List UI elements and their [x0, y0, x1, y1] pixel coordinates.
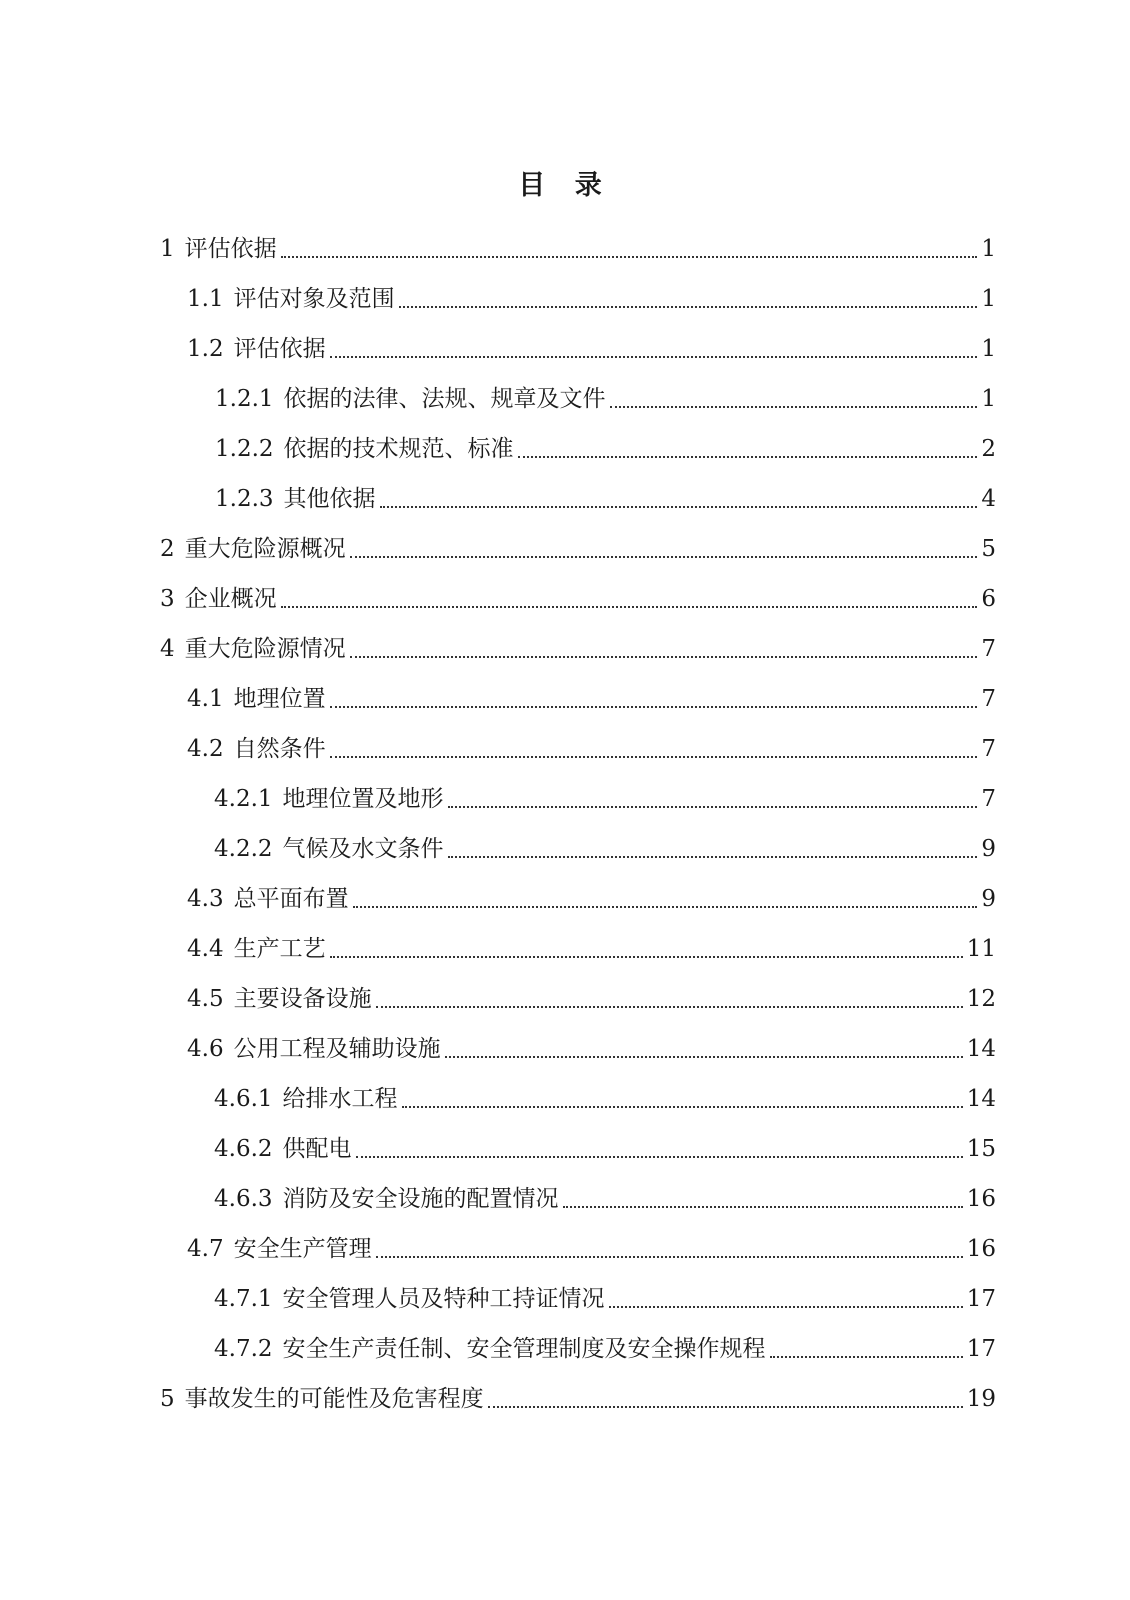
- dot-leader: [380, 505, 978, 508]
- toc-entry[interactable]: [160, 572, 996, 622]
- entry-number: 4.6.3: [214, 1186, 273, 1212]
- entry-page-number: 7: [981, 786, 996, 812]
- entry-title: 安全生产责任制、安全管理制度及安全操作规程: [282, 1336, 766, 1362]
- entry-page-number: 7: [981, 736, 996, 762]
- toc-entry[interactable]: [187, 272, 996, 322]
- dot-leader: [350, 555, 978, 558]
- entry-page-number: 9: [981, 886, 996, 912]
- toc-entry[interactable]: [187, 1222, 996, 1272]
- entry-page-number: 1: [981, 336, 996, 362]
- toc-entry[interactable]: [215, 472, 996, 522]
- entry-number: 1.2.1: [215, 386, 274, 412]
- entry-number: 4.7.2: [214, 1336, 273, 1362]
- entry-page-number: 15: [966, 1136, 996, 1162]
- dot-leader: [281, 255, 978, 258]
- entry-page-number: 9: [981, 836, 996, 862]
- toc-entry[interactable]: [187, 972, 996, 1022]
- entry-title: 公用工程及辅助设施: [233, 1036, 441, 1062]
- entry-number: 4: [160, 636, 175, 662]
- entry-title: 企业概况: [184, 586, 277, 612]
- entry-title: 气候及水文条件: [282, 836, 444, 862]
- toc-entry[interactable]: [160, 222, 996, 272]
- entry-page-number: 14: [966, 1086, 996, 1112]
- entry-number: 4.4: [187, 936, 224, 962]
- toc-entry[interactable]: [214, 1122, 996, 1172]
- entry-number: 4.6.1: [214, 1086, 273, 1112]
- toc-entry[interactable]: [214, 1172, 996, 1222]
- entry-title: 总平面布置: [233, 886, 349, 912]
- dot-leader: [445, 1055, 963, 1058]
- entry-page-number: 17: [966, 1336, 996, 1362]
- entry-title: 安全管理人员及特种工持证情况: [282, 1286, 605, 1312]
- entry-page-number: 1: [981, 236, 996, 262]
- entry-number: 4.5: [187, 986, 224, 1012]
- entry-title: 主要设备设施: [233, 986, 372, 1012]
- entry-page-number: 16: [966, 1236, 996, 1262]
- entry-number: 4.2: [187, 736, 224, 762]
- entry-number: 1: [160, 236, 175, 262]
- entry-page-number: 7: [981, 636, 996, 662]
- toc-list: [0, 222, 1130, 1422]
- entry-title: 评估对象及范围: [233, 286, 395, 312]
- dot-leader: [610, 405, 978, 408]
- entry-page-number: 2: [981, 436, 996, 462]
- toc-entry[interactable]: [214, 822, 996, 872]
- entry-number: 4.2.2: [214, 836, 273, 862]
- entry-page-number: 4: [981, 486, 996, 512]
- dot-leader: [376, 1255, 963, 1258]
- entry-page-number: 5: [981, 536, 996, 562]
- entry-number: 4.7: [187, 1236, 224, 1262]
- entry-page-number: 6: [981, 586, 996, 612]
- entry-page-number: 7: [981, 686, 996, 712]
- toc-entry[interactable]: [187, 1022, 996, 1072]
- entry-title: 地理位置及地形: [282, 786, 444, 812]
- toc-entry[interactable]: [215, 372, 996, 422]
- dot-leader: [488, 1405, 963, 1408]
- toc-entry[interactable]: [214, 1072, 996, 1122]
- toc-entry[interactable]: [214, 1322, 996, 1372]
- toc-entry[interactable]: [160, 622, 996, 672]
- entry-title: 事故发生的可能性及危害程度: [184, 1386, 484, 1412]
- entry-title: 自然条件: [233, 736, 326, 762]
- toc-entry[interactable]: [187, 872, 996, 922]
- toc-entry[interactable]: [215, 422, 996, 472]
- entry-title: 重大危险源情况: [184, 636, 346, 662]
- entry-number: 1.2: [187, 336, 224, 362]
- entry-number: 2: [160, 536, 175, 562]
- dot-leader: [770, 1355, 963, 1358]
- entry-page-number: 1: [981, 286, 996, 312]
- entry-number: 4.7.1: [214, 1286, 273, 1312]
- entry-title: 重大危险源概况: [184, 536, 346, 562]
- entry-page-number: 19: [966, 1386, 996, 1412]
- entry-page-number: 16: [966, 1186, 996, 1212]
- entry-number: 4.6: [187, 1036, 224, 1062]
- dot-leader: [402, 1105, 963, 1108]
- dot-leader: [448, 855, 978, 858]
- entry-title: 依据的法律、法规、规章及文件: [283, 386, 606, 412]
- entry-title: 其他依据: [283, 486, 376, 512]
- toc-entry[interactable]: [187, 922, 996, 972]
- entry-number: 5: [160, 1386, 175, 1412]
- dot-leader: [330, 355, 978, 358]
- entry-title: 依据的技术规范、标准: [283, 436, 514, 462]
- entry-title: 安全生产管理: [233, 1236, 372, 1262]
- entry-title: 供配电: [282, 1136, 352, 1162]
- entry-number: 3: [160, 586, 175, 612]
- toc-entry[interactable]: [187, 672, 996, 722]
- entry-title: 地理位置: [233, 686, 326, 712]
- toc-entry[interactable]: [214, 772, 996, 822]
- entry-title: 评估依据: [184, 236, 277, 262]
- toc-entry[interactable]: [214, 1272, 996, 1322]
- dot-leader: [356, 1155, 963, 1158]
- entry-number: 1.1: [187, 286, 224, 312]
- entry-title: 消防及安全设施的配置情况: [282, 1186, 559, 1212]
- dot-leader: [281, 605, 978, 608]
- entry-title: 生产工艺: [233, 936, 326, 962]
- entry-title: 给排水工程: [282, 1086, 398, 1112]
- toc-entry[interactable]: [187, 722, 996, 772]
- entry-page-number: 1: [981, 386, 996, 412]
- dot-leader: [399, 305, 978, 308]
- entry-page-number: 11: [966, 936, 996, 962]
- entry-number: 4.3: [187, 886, 224, 912]
- entry-number: 1.2.3: [215, 486, 274, 512]
- entry-number: 4.6.2: [214, 1136, 273, 1162]
- dot-leader: [350, 655, 978, 658]
- dot-leader: [353, 905, 978, 908]
- entry-number: 1.2.2: [215, 436, 274, 462]
- toc-entry[interactable]: [160, 522, 996, 572]
- dot-leader: [518, 455, 978, 458]
- entry-page-number: 12: [966, 986, 996, 1012]
- dot-leader: [330, 955, 963, 958]
- toc-title: 目 录: [518, 170, 612, 201]
- dot-leader: [330, 755, 978, 758]
- entry-number: 4.1: [187, 686, 224, 712]
- toc-entry[interactable]: [160, 1372, 996, 1422]
- dot-leader: [563, 1205, 963, 1208]
- toc-entry[interactable]: [187, 322, 996, 372]
- entry-title: 评估依据: [233, 336, 326, 362]
- entry-number: 4.2.1: [214, 786, 273, 812]
- dot-leader: [609, 1305, 963, 1308]
- dot-leader: [448, 805, 978, 808]
- entry-page-number: 17: [966, 1286, 996, 1312]
- dot-leader: [376, 1005, 963, 1008]
- entry-page-number: 14: [966, 1036, 996, 1062]
- dot-leader: [330, 705, 978, 708]
